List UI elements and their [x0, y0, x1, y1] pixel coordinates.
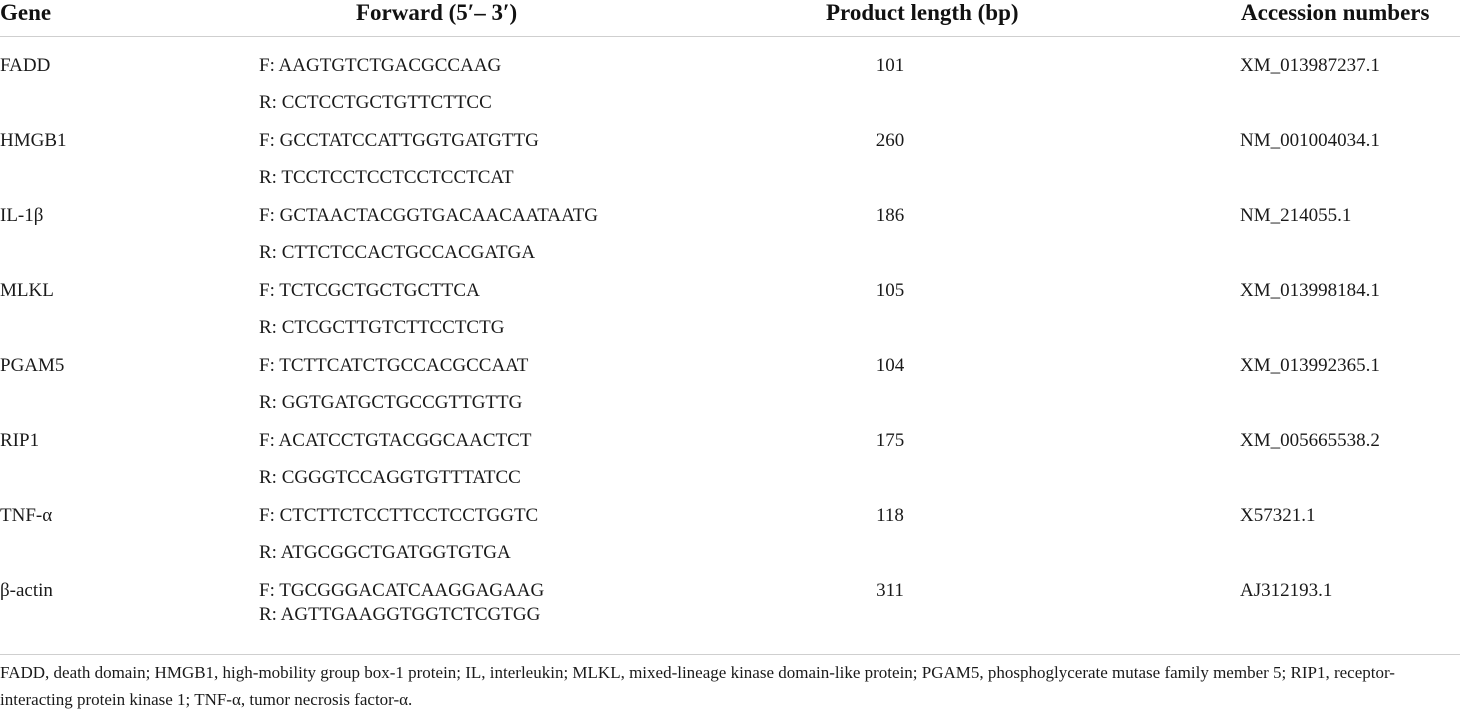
product-length-value: 105 — [875, 280, 905, 301]
reverse-primer-cell: R: AGTTGAAGGTGGTCTCGTGG — [259, 604, 541, 625]
accession-cell: AJ312193.1 — [1240, 580, 1333, 601]
gene-cell: FADD — [0, 55, 51, 76]
reverse-primer-cell: R: GGTGATGCTGCCGTTGTTG — [259, 392, 523, 413]
accession-cell: NM_214055.1 — [1240, 205, 1352, 226]
product-length-cell — [870, 429, 1030, 453]
reverse-primer-cell: R: TCCTCCTCCTCCTCCTCAT — [259, 167, 514, 188]
product-length-cell — [870, 579, 1030, 603]
product-length-value: 260 — [875, 130, 905, 151]
product-length-cell — [870, 354, 1030, 378]
accession-cell: XM_005665538.2 — [1240, 430, 1380, 451]
forward-primer-cell: F: TGCGGGACATCAAGGAGAAG — [259, 580, 545, 601]
reverse-primer-cell: R: CTCGCTTGTCTTCCTCTG — [259, 317, 505, 338]
table-row — [0, 500, 1460, 575]
column-header-forward: Forward (5′– 3′) — [356, 0, 518, 25]
table-header — [0, 0, 1460, 37]
accession-cell: X57321.1 — [1240, 505, 1316, 526]
reverse-primer-cell: R: CGGGTCCAGGTGTTTATCC — [259, 467, 521, 488]
gene-cell: MLKL — [0, 280, 54, 301]
product-length-value: 311 — [876, 580, 904, 601]
table-row — [0, 425, 1460, 500]
accession-cell: XM_013987237.1 — [1240, 55, 1380, 76]
forward-primer-cell: F: TCTTCATCTGCCACGCCAAT — [259, 355, 529, 376]
table-row — [0, 575, 1460, 637]
table-body — [0, 50, 1460, 637]
reverse-primer-cell: R: ATGCGGCTGATGGTGTGA — [259, 542, 511, 563]
gene-cell: RIP1 — [0, 430, 40, 451]
forward-primer-cell: F: GCCTATCCATTGGTGATGTTG — [259, 130, 539, 151]
column-header-accession: Accession numbers — [1241, 0, 1430, 25]
product-length-cell — [870, 54, 1030, 78]
table-bottom-rule — [0, 654, 1460, 655]
accession-cell: NM_001004034.1 — [1240, 130, 1380, 151]
product-length-value: 186 — [875, 205, 905, 226]
product-length-cell — [870, 204, 1030, 228]
forward-primer-cell: F: CTCTTCTCCTTCCTCCTGGTC — [259, 505, 539, 526]
forward-primer-cell: F: ACATCCTGTACGGCAACTCT — [259, 430, 532, 451]
accession-cell: XM_013992365.1 — [1240, 355, 1380, 376]
gene-cell: β-actin — [0, 580, 53, 601]
product-length-value: 104 — [875, 355, 905, 376]
reverse-primer-cell: R: CTTCTCCACTGCCACGATGA — [259, 242, 536, 263]
gene-cell: TNF-α — [0, 505, 53, 526]
table-row — [0, 275, 1460, 350]
gene-cell: IL-1β — [0, 205, 44, 226]
product-length-cell — [870, 129, 1030, 153]
gene-cell: HMGB1 — [0, 130, 67, 151]
forward-primer-cell: F: TCTCGCTGCTGCTTCA — [259, 280, 480, 301]
product-length-cell — [870, 279, 1030, 303]
table-row — [0, 125, 1460, 200]
table-footnote: FADD, death domain; HMGB1, high-mobility group box-1 protein; IL, interleukin; MLKL, mixed-lineage kinase domain-like protein; PGAM5, phosphoglycerate mutase family member 5; RIP1, receptor-interacting protein kinase 1; TNF-α, tumor necrosis factor-α. — [0, 663, 1395, 709]
column-header-product-length: Product length (bp) — [826, 0, 1019, 25]
forward-primer-cell: F: GCTAACTACGGTGACAACAATAATG — [259, 205, 599, 226]
product-length-cell — [870, 504, 1030, 528]
table-row — [0, 50, 1460, 125]
product-length-value: 175 — [875, 430, 905, 451]
table-row — [0, 350, 1460, 425]
table-row — [0, 200, 1460, 275]
gene-cell: PGAM5 — [0, 355, 65, 376]
accession-cell: XM_013998184.1 — [1240, 280, 1380, 301]
product-length-value: 118 — [876, 505, 904, 526]
column-header-gene: Gene — [0, 0, 52, 25]
forward-primer-cell: F: AAGTGTCTGACGCCAAG — [259, 55, 502, 76]
reverse-primer-cell: R: CCTCCTGCTGTTCTTCC — [259, 92, 492, 113]
product-length-value: 101 — [875, 55, 905, 76]
